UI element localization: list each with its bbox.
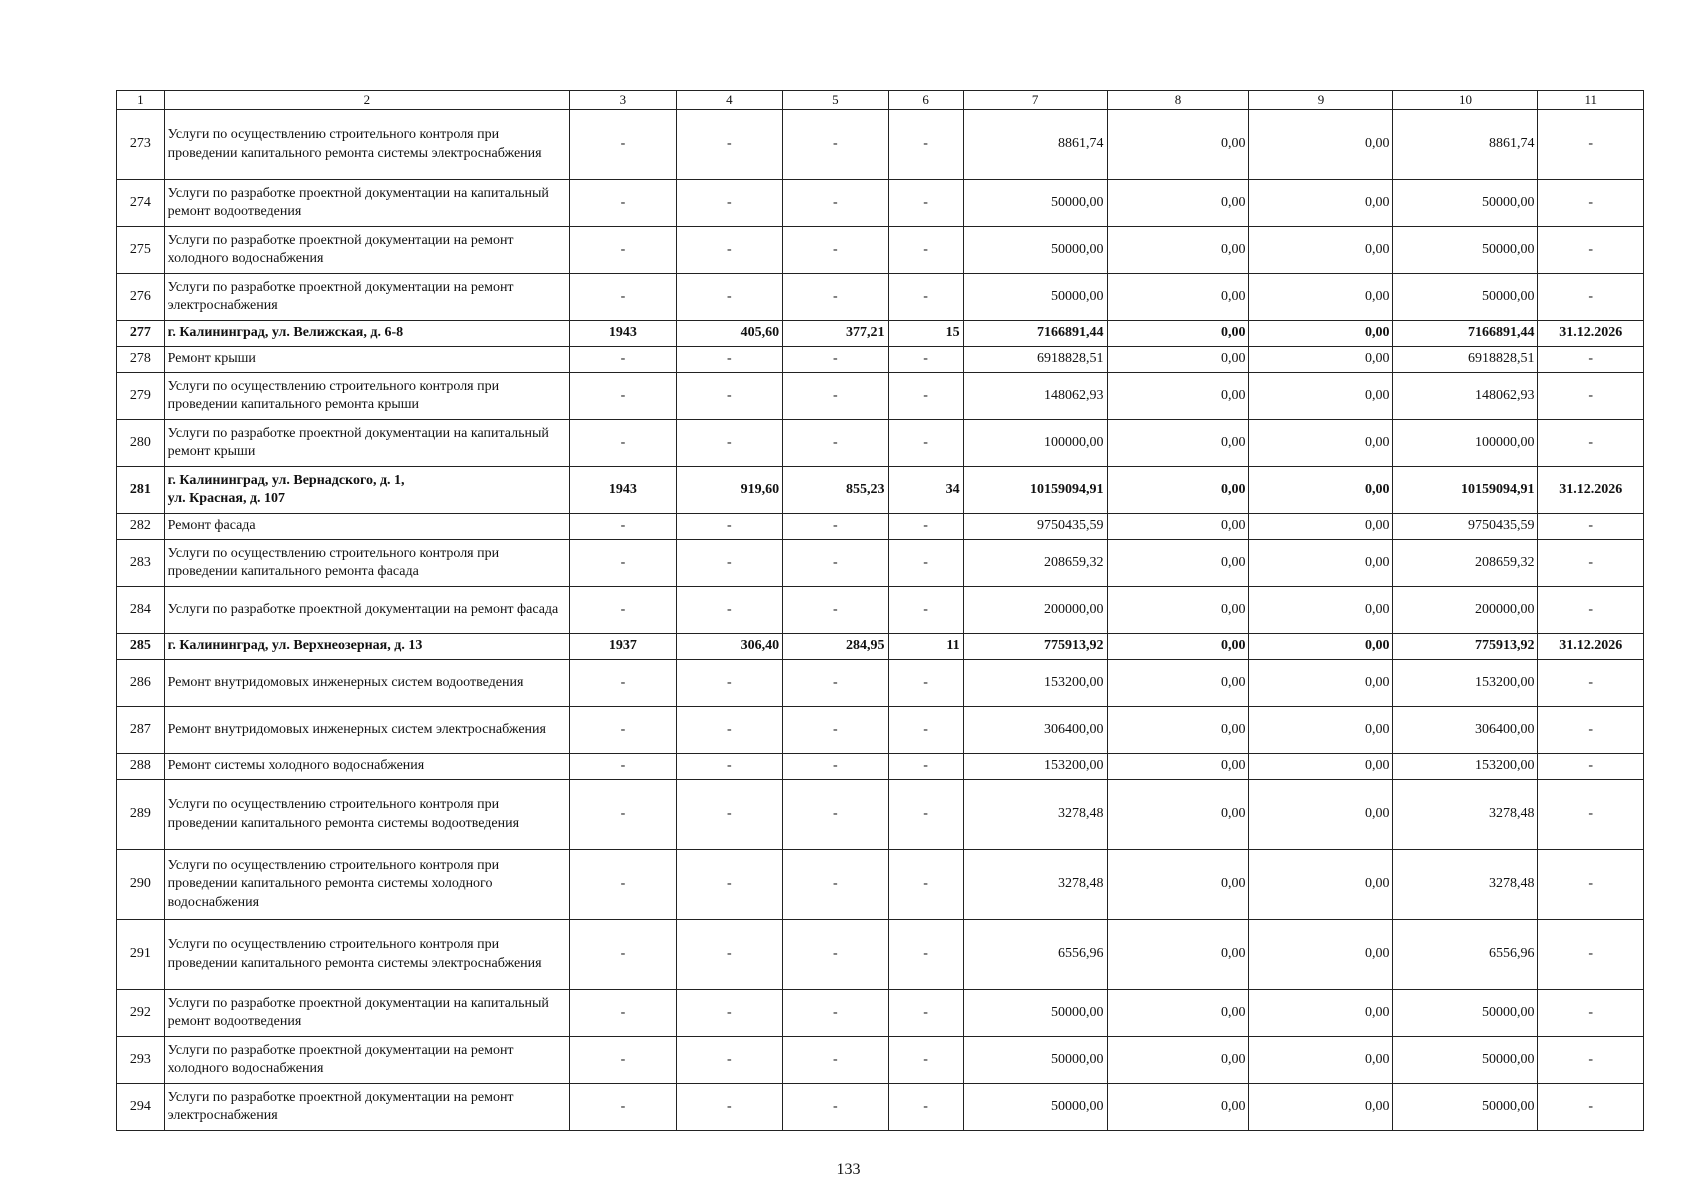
cell-col-5: - <box>783 514 888 540</box>
cell-col-10: 200000,00 <box>1393 587 1538 634</box>
cell-col-8: 0,00 <box>1107 540 1249 587</box>
cell-col-7: 50000,00 <box>963 180 1107 227</box>
cell-col-11: - <box>1538 990 1644 1037</box>
row-name: г. Калининград, ул. Велижская, д. 6-8 <box>164 321 570 347</box>
column-header: 10 <box>1393 91 1538 110</box>
row-number: 274 <box>117 180 165 227</box>
cell-col-10: 3278,48 <box>1393 850 1538 920</box>
cell-col-6: - <box>888 110 963 180</box>
cell-col-6: - <box>888 587 963 634</box>
cell-col-8: 0,00 <box>1107 321 1249 347</box>
row-number: 289 <box>117 780 165 850</box>
cell-col-4: - <box>676 587 782 634</box>
cell-col-10: 153200,00 <box>1393 754 1538 780</box>
row-number: 278 <box>117 347 165 373</box>
cell-col-5: - <box>783 110 888 180</box>
cell-col-9: 0,00 <box>1249 850 1393 920</box>
cell-col-11: - <box>1538 347 1644 373</box>
page-number: 133 <box>836 1161 861 1178</box>
cell-col-4: - <box>676 920 782 990</box>
cell-col-3: - <box>570 660 676 707</box>
cell-col-8: 0,00 <box>1107 780 1249 850</box>
cell-col-7: 6556,96 <box>963 920 1107 990</box>
row-number: 293 <box>117 1037 165 1084</box>
cell-col-10: 100000,00 <box>1393 420 1538 467</box>
row-name: Ремонт фасада <box>164 514 570 540</box>
table-row <box>117 780 1644 850</box>
cell-col-9: 0,00 <box>1249 467 1393 514</box>
cell-col-4: - <box>676 514 782 540</box>
cell-col-11: - <box>1538 540 1644 587</box>
table-row <box>117 514 1644 540</box>
row-number: 277 <box>117 321 165 347</box>
cell-col-9: 0,00 <box>1249 347 1393 373</box>
cell-col-3: - <box>570 920 676 990</box>
row-number: 286 <box>117 660 165 707</box>
cell-col-9: 0,00 <box>1249 660 1393 707</box>
cell-col-10: 50000,00 <box>1393 1084 1538 1131</box>
cell-col-6: - <box>888 540 963 587</box>
cell-col-7: 6918828,51 <box>963 347 1107 373</box>
cell-col-5: - <box>783 420 888 467</box>
row-name: Услуги по осуществлению строительного контроля при проведении капитального ремонта крыши <box>164 373 570 420</box>
cell-col-6: 15 <box>888 321 963 347</box>
cell-col-10: 153200,00 <box>1393 660 1538 707</box>
cell-col-3: - <box>570 420 676 467</box>
table-row <box>117 660 1644 707</box>
row-name: Услуги по осуществлению строительного контроля при проведении капитального ремонта системы электроснабжения <box>164 110 570 180</box>
cell-col-3: 1943 <box>570 321 676 347</box>
cell-col-6: - <box>888 754 963 780</box>
cell-col-7: 3278,48 <box>963 780 1107 850</box>
column-header: 2 <box>164 91 570 110</box>
cell-col-4: - <box>676 1037 782 1084</box>
cell-col-5: - <box>783 587 888 634</box>
table-row <box>117 634 1644 660</box>
row-name: г. Калининград, ул. Вернадского, д. 1, ул. Красная, д. 107 <box>164 467 570 514</box>
table-row <box>117 990 1644 1037</box>
cell-col-4: - <box>676 373 782 420</box>
cell-col-5: - <box>783 707 888 754</box>
cell-col-9: 0,00 <box>1249 754 1393 780</box>
row-name: Ремонт крыши <box>164 347 570 373</box>
column-header: 3 <box>570 91 676 110</box>
cell-col-3: - <box>570 754 676 780</box>
cell-col-9: 0,00 <box>1249 540 1393 587</box>
cell-col-3: - <box>570 850 676 920</box>
cell-col-6: - <box>888 990 963 1037</box>
cell-col-7: 50000,00 <box>963 227 1107 274</box>
table-row <box>117 754 1644 780</box>
cell-col-4: 306,40 <box>676 634 782 660</box>
cell-col-10: 9750435,59 <box>1393 514 1538 540</box>
cell-col-5: - <box>783 990 888 1037</box>
table-row <box>117 420 1644 467</box>
cell-col-11: - <box>1538 274 1644 321</box>
cell-col-7: 50000,00 <box>963 990 1107 1037</box>
table-body <box>117 110 1644 1131</box>
cell-col-10: 50000,00 <box>1393 990 1538 1037</box>
cell-col-8: 0,00 <box>1107 110 1249 180</box>
cell-col-10: 148062,93 <box>1393 373 1538 420</box>
cell-col-4: - <box>676 347 782 373</box>
cell-col-6: 34 <box>888 467 963 514</box>
table-row <box>117 707 1644 754</box>
row-number: 284 <box>117 587 165 634</box>
cell-col-8: 0,00 <box>1107 707 1249 754</box>
cell-col-7: 208659,32 <box>963 540 1107 587</box>
cell-col-6: - <box>888 780 963 850</box>
cell-col-7: 148062,93 <box>963 373 1107 420</box>
cell-col-6: 11 <box>888 634 963 660</box>
cell-col-7: 775913,92 <box>963 634 1107 660</box>
column-number-row <box>117 91 1644 110</box>
cell-col-5: - <box>783 920 888 990</box>
cell-col-3: - <box>570 540 676 587</box>
cell-col-7: 7166891,44 <box>963 321 1107 347</box>
cell-col-5: 855,23 <box>783 467 888 514</box>
table-row <box>117 110 1644 180</box>
cell-col-6: - <box>888 347 963 373</box>
row-number: 288 <box>117 754 165 780</box>
cell-col-3: - <box>570 180 676 227</box>
cell-col-5: - <box>783 373 888 420</box>
cell-col-5: - <box>783 274 888 321</box>
cell-col-6: - <box>888 514 963 540</box>
cell-col-3: - <box>570 373 676 420</box>
column-header: 6 <box>888 91 963 110</box>
column-header: 4 <box>676 91 782 110</box>
row-name: Услуги по разработке проектной документации на ремонт холодного водоснабжения <box>164 227 570 274</box>
cell-col-8: 0,00 <box>1107 347 1249 373</box>
cell-col-10: 6556,96 <box>1393 920 1538 990</box>
cell-col-7: 100000,00 <box>963 420 1107 467</box>
row-name: Услуги по осуществлению строительного контроля при проведении капитального ремонта системы водоотведения <box>164 780 570 850</box>
cell-col-11: - <box>1538 110 1644 180</box>
cell-col-8: 0,00 <box>1107 587 1249 634</box>
row-name: Услуги по разработке проектной документации на ремонт фасада <box>164 587 570 634</box>
cell-col-11: 31.12.2026 <box>1538 321 1644 347</box>
row-name: Услуги по разработке проектной документации на ремонт электроснабжения <box>164 1084 570 1131</box>
cell-col-3: - <box>570 587 676 634</box>
cell-col-4: - <box>676 110 782 180</box>
row-number: 273 <box>117 110 165 180</box>
cell-col-9: 0,00 <box>1249 110 1393 180</box>
cell-col-7: 9750435,59 <box>963 514 1107 540</box>
cell-col-9: 0,00 <box>1249 1037 1393 1084</box>
cell-col-9: 0,00 <box>1249 990 1393 1037</box>
row-number: 290 <box>117 850 165 920</box>
cell-col-8: 0,00 <box>1107 1037 1249 1084</box>
cell-col-7: 50000,00 <box>963 274 1107 321</box>
cell-col-4: 919,60 <box>676 467 782 514</box>
table-row <box>117 321 1644 347</box>
row-name: г. Калининград, ул. Верхнеозерная, д. 13 <box>164 634 570 660</box>
cell-col-5: - <box>783 347 888 373</box>
cell-col-11: - <box>1538 373 1644 420</box>
cell-col-9: 0,00 <box>1249 227 1393 274</box>
row-number: 282 <box>117 514 165 540</box>
cell-col-4: - <box>676 274 782 321</box>
cell-col-10: 8861,74 <box>1393 110 1538 180</box>
cell-col-11: - <box>1538 920 1644 990</box>
cell-col-4: - <box>676 420 782 467</box>
cell-col-11: - <box>1538 514 1644 540</box>
table-row <box>117 227 1644 274</box>
cell-col-10: 6918828,51 <box>1393 347 1538 373</box>
table-row <box>117 347 1644 373</box>
cell-col-4: - <box>676 780 782 850</box>
row-number: 275 <box>117 227 165 274</box>
cell-col-5: 377,21 <box>783 321 888 347</box>
column-header: 5 <box>783 91 888 110</box>
cell-col-5: - <box>783 850 888 920</box>
cell-col-8: 0,00 <box>1107 660 1249 707</box>
cell-col-5: - <box>783 180 888 227</box>
row-number: 287 <box>117 707 165 754</box>
cell-col-4: - <box>676 227 782 274</box>
cell-col-6: - <box>888 660 963 707</box>
cell-col-10: 50000,00 <box>1393 1037 1538 1084</box>
cell-col-6: - <box>888 707 963 754</box>
cell-col-8: 0,00 <box>1107 754 1249 780</box>
cell-col-9: 0,00 <box>1249 373 1393 420</box>
column-header: 7 <box>963 91 1107 110</box>
cell-col-11: - <box>1538 754 1644 780</box>
cell-col-4: - <box>676 540 782 587</box>
cell-col-4: 405,60 <box>676 321 782 347</box>
cell-col-9: 0,00 <box>1249 634 1393 660</box>
cell-col-8: 0,00 <box>1107 420 1249 467</box>
cell-col-10: 50000,00 <box>1393 274 1538 321</box>
cell-col-6: - <box>888 274 963 321</box>
cell-col-7: 153200,00 <box>963 754 1107 780</box>
table-row <box>117 373 1644 420</box>
row-number: 291 <box>117 920 165 990</box>
works-table <box>116 90 1644 1131</box>
cell-col-5: - <box>783 227 888 274</box>
row-number: 280 <box>117 420 165 467</box>
cell-col-5: 284,95 <box>783 634 888 660</box>
row-number: 276 <box>117 274 165 321</box>
cell-col-11: - <box>1538 1084 1644 1131</box>
cell-col-11: - <box>1538 227 1644 274</box>
row-name: Услуги по разработке проектной документации на капитальный ремонт крыши <box>164 420 570 467</box>
cell-col-6: - <box>888 850 963 920</box>
row-name: Услуги по осуществлению строительного контроля при проведении капитального ремонта системы холодного водоснабжения <box>164 850 570 920</box>
row-name: Услуги по разработке проектной документации на капитальный ремонт водоотведения <box>164 990 570 1037</box>
cell-col-3: - <box>570 347 676 373</box>
cell-col-3: - <box>570 990 676 1037</box>
cell-col-7: 200000,00 <box>963 587 1107 634</box>
cell-col-11: - <box>1538 780 1644 850</box>
row-name: Услуги по осуществлению строительного контроля при проведении капитального ремонта фасада <box>164 540 570 587</box>
cell-col-5: - <box>783 754 888 780</box>
row-name: Услуги по разработке проектной документации на ремонт электроснабжения <box>164 274 570 321</box>
cell-col-10: 10159094,91 <box>1393 467 1538 514</box>
table-header <box>117 91 1644 110</box>
cell-col-3: - <box>570 110 676 180</box>
cell-col-3: 1943 <box>570 467 676 514</box>
table-row <box>117 920 1644 990</box>
cell-col-8: 0,00 <box>1107 227 1249 274</box>
cell-col-8: 0,00 <box>1107 990 1249 1037</box>
row-number: 279 <box>117 373 165 420</box>
cell-col-5: - <box>783 1037 888 1084</box>
cell-col-11: - <box>1538 1037 1644 1084</box>
row-name: Услуги по разработке проектной документации на капитальный ремонт водоотведения <box>164 180 570 227</box>
cell-col-9: 0,00 <box>1249 707 1393 754</box>
cell-col-8: 0,00 <box>1107 920 1249 990</box>
cell-col-9: 0,00 <box>1249 274 1393 321</box>
cell-col-10: 208659,32 <box>1393 540 1538 587</box>
cell-col-5: - <box>783 540 888 587</box>
cell-col-7: 3278,48 <box>963 850 1107 920</box>
cell-col-3: - <box>570 1037 676 1084</box>
cell-col-4: - <box>676 707 782 754</box>
cell-col-8: 0,00 <box>1107 850 1249 920</box>
cell-col-7: 10159094,91 <box>963 467 1107 514</box>
cell-col-11: - <box>1538 660 1644 707</box>
cell-col-6: - <box>888 373 963 420</box>
cell-col-11: - <box>1538 850 1644 920</box>
cell-col-10: 50000,00 <box>1393 227 1538 274</box>
cell-col-6: - <box>888 420 963 467</box>
cell-col-9: 0,00 <box>1249 321 1393 347</box>
table-row <box>117 850 1644 920</box>
cell-col-9: 0,00 <box>1249 920 1393 990</box>
row-name: Ремонт внутридомовых инженерных систем водоотведения <box>164 660 570 707</box>
cell-col-10: 7166891,44 <box>1393 321 1538 347</box>
cell-col-10: 775913,92 <box>1393 634 1538 660</box>
column-header: 1 <box>117 91 165 110</box>
cell-col-7: 153200,00 <box>963 660 1107 707</box>
cell-col-11: - <box>1538 707 1644 754</box>
cell-col-9: 0,00 <box>1249 587 1393 634</box>
cell-col-11: - <box>1538 180 1644 227</box>
cell-col-6: - <box>888 1037 963 1084</box>
column-header: 11 <box>1538 91 1644 110</box>
row-number: 294 <box>117 1084 165 1131</box>
cell-col-4: - <box>676 990 782 1037</box>
row-name: Услуги по осуществлению строительного контроля при проведении капитального ремонта системы электроснабжения <box>164 920 570 990</box>
column-header: 8 <box>1107 91 1249 110</box>
cell-col-9: 0,00 <box>1249 780 1393 850</box>
cell-col-4: - <box>676 180 782 227</box>
cell-col-3: - <box>570 514 676 540</box>
cell-col-9: 0,00 <box>1249 180 1393 227</box>
cell-col-5: - <box>783 660 888 707</box>
row-name: Ремонт внутридомовых инженерных систем электроснабжения <box>164 707 570 754</box>
cell-col-4: - <box>676 754 782 780</box>
cell-col-3: - <box>570 274 676 321</box>
row-number: 285 <box>117 634 165 660</box>
cell-col-3: 1937 <box>570 634 676 660</box>
cell-col-11: 31.12.2026 <box>1538 467 1644 514</box>
cell-col-7: 306400,00 <box>963 707 1107 754</box>
cell-col-7: 50000,00 <box>963 1084 1107 1131</box>
cell-col-8: 0,00 <box>1107 634 1249 660</box>
cell-col-8: 0,00 <box>1107 1084 1249 1131</box>
cell-col-9: 0,00 <box>1249 420 1393 467</box>
cell-col-4: - <box>676 1084 782 1131</box>
cell-col-8: 0,00 <box>1107 467 1249 514</box>
cell-col-9: 0,00 <box>1249 1084 1393 1131</box>
row-name: Ремонт системы холодного водоснабжения <box>164 754 570 780</box>
cell-col-4: - <box>676 850 782 920</box>
table-row <box>117 1084 1644 1131</box>
cell-col-3: - <box>570 780 676 850</box>
row-number: 281 <box>117 467 165 514</box>
cell-col-7: 8861,74 <box>963 110 1107 180</box>
table-row <box>117 274 1644 321</box>
row-number: 283 <box>117 540 165 587</box>
table-row <box>117 180 1644 227</box>
cell-col-5: - <box>783 1084 888 1131</box>
cell-col-8: 0,00 <box>1107 274 1249 321</box>
table-row <box>117 467 1644 514</box>
row-number: 292 <box>117 990 165 1037</box>
cell-col-7: 50000,00 <box>963 1037 1107 1084</box>
cell-col-8: 0,00 <box>1107 180 1249 227</box>
row-name: Услуги по разработке проектной документации на ремонт холодного водоснабжения <box>164 1037 570 1084</box>
cell-col-5: - <box>783 780 888 850</box>
table-row <box>117 540 1644 587</box>
cell-col-8: 0,00 <box>1107 373 1249 420</box>
cell-col-3: - <box>570 1084 676 1131</box>
cell-col-6: - <box>888 180 963 227</box>
cell-col-10: 3278,48 <box>1393 780 1538 850</box>
cell-col-3: - <box>570 227 676 274</box>
table-row <box>117 587 1644 634</box>
cell-col-6: - <box>888 1084 963 1131</box>
cell-col-4: - <box>676 660 782 707</box>
cell-col-3: - <box>570 707 676 754</box>
cell-col-8: 0,00 <box>1107 514 1249 540</box>
cell-col-11: 31.12.2026 <box>1538 634 1644 660</box>
cell-col-11: - <box>1538 587 1644 634</box>
cell-col-10: 50000,00 <box>1393 180 1538 227</box>
table-row <box>117 1037 1644 1084</box>
cell-col-9: 0,00 <box>1249 514 1393 540</box>
cell-col-10: 306400,00 <box>1393 707 1538 754</box>
cell-col-11: - <box>1538 420 1644 467</box>
cell-col-6: - <box>888 227 963 274</box>
cell-col-6: - <box>888 920 963 990</box>
column-header: 9 <box>1249 91 1393 110</box>
